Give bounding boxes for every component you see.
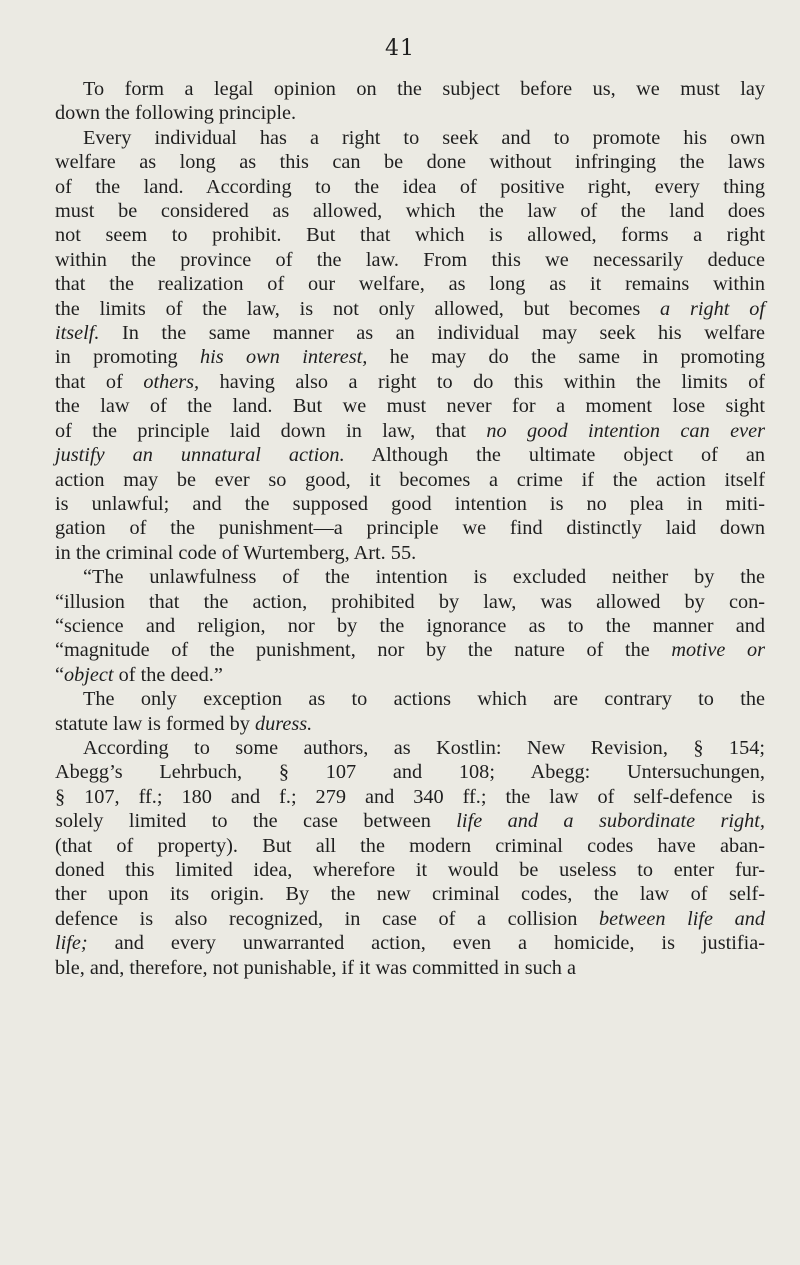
text-segment: solely limited to the case between	[55, 810, 457, 833]
text-line	[55, 468, 765, 492]
text-line	[55, 394, 765, 418]
italic-text: object	[64, 663, 114, 686]
text-segment: “science and religion, nor by the ignorance as to the manner and	[55, 614, 765, 637]
text-segment: The only exception as to actions which are contrary to the	[83, 688, 765, 711]
text-line	[55, 687, 765, 711]
italic-text: a right of	[660, 297, 765, 320]
text-segment: that the realization of our welfare, as long as it remains within	[55, 273, 765, 296]
text-line	[55, 77, 765, 101]
paragraph	[55, 77, 765, 126]
text-segment: of the deed.”	[113, 663, 223, 686]
text-line	[55, 370, 765, 394]
text-line	[55, 834, 765, 858]
text-segment: in the criminal code of Wurtemberg, Art. 55.	[55, 541, 417, 564]
italic-text: life and a subordinate right,	[456, 810, 766, 833]
text-line	[55, 712, 765, 736]
text-segment: defence is also recognized, in case of a collision	[55, 907, 600, 930]
text-segment: the limits of the law, is not only allowed, but becomes	[55, 297, 661, 320]
text-segment: ther upon its origin. By the new criminal codes, the law of self-	[55, 883, 765, 906]
text-line	[55, 663, 765, 687]
text-line	[55, 175, 765, 199]
italic-text: justify an unnatural action.	[55, 444, 345, 467]
text-line	[55, 345, 765, 369]
text-line	[55, 956, 765, 980]
text-line	[55, 150, 765, 174]
italic-text: life;	[55, 932, 88, 955]
text-segment: welfare as long as this can be done without infringing the laws	[55, 151, 765, 174]
text-segment: § 107, ff.; 180 and f.; 279 and 340 ff.; the law of self-defence is	[55, 785, 765, 808]
text-segment: Abegg’s Lehrbuch, § 107 and 108; Abegg: Untersuchungen,	[55, 761, 765, 784]
paragraph	[55, 736, 765, 980]
text-segment: “The unlawfulness of the intention is excluded neither by the	[83, 566, 765, 589]
text-segment: ble, and, therefore, not punishable, if it was committed in such a	[55, 956, 576, 979]
text-segment: and every unwarranted action, even a homicide, is justifia-	[87, 932, 765, 955]
text-segment: doned this limited idea, wherefore it would be useless to enter fur-	[55, 859, 765, 881]
text-segment: Although the ultimate object of an	[344, 444, 765, 467]
italic-text: others,	[143, 370, 200, 393]
text-line	[55, 760, 765, 784]
body-text	[55, 77, 765, 980]
text-segment: “	[55, 663, 65, 686]
text-segment: in promoting	[55, 346, 201, 369]
text-segment: “magnitude of the punishment, nor by the nature of the	[55, 639, 672, 662]
italic-text: itself.	[55, 322, 100, 345]
text-line	[55, 223, 765, 247]
text-line	[55, 101, 765, 125]
text-line	[55, 297, 765, 321]
text-segment: is unlawful; and the supposed good intention is no plea in miti-	[55, 492, 765, 515]
italic-text: motive or	[671, 639, 765, 662]
paragraph	[55, 565, 765, 687]
text-line	[55, 785, 765, 809]
text-segment: must be considered as allowed, which the law of the land does	[55, 200, 765, 223]
text-line	[55, 907, 765, 931]
text-segment: gation of the punishment—a principle we find distinctly laid down	[55, 517, 765, 540]
text-segment: that of	[55, 370, 144, 393]
paragraph	[55, 687, 765, 736]
text-line	[55, 419, 765, 443]
text-segment: action may be ever so good, it becomes a crime if the action itself	[55, 468, 765, 491]
text-segment: having also a right to do this within the limits of	[199, 370, 765, 393]
text-line	[55, 199, 765, 223]
text-line	[55, 272, 765, 296]
text-line	[55, 809, 765, 833]
text-segment: the law of the land. But we must never for a moment lose sight	[55, 395, 765, 418]
text-segment: down the following principle.	[55, 102, 297, 125]
text-segment: According to some authors, as Kostlin: New Revision, § 154;	[83, 736, 765, 759]
text-line	[55, 638, 765, 662]
text-line	[55, 516, 765, 540]
text-line	[55, 248, 765, 272]
text-segment: he may do the same in promoting	[367, 346, 765, 369]
text-segment: of the principle laid down in law, that	[55, 419, 487, 442]
text-segment: In the same manner as an individual may seek his welfare	[99, 322, 765, 345]
text-line	[55, 321, 765, 345]
italic-text: no good intention can ever	[486, 419, 765, 442]
text-line	[55, 565, 765, 589]
text-line	[55, 492, 765, 516]
text-line	[55, 736, 765, 760]
text-segment: within the province of the law. From this we necessarily deduce	[55, 248, 765, 271]
text-line	[55, 443, 765, 467]
text-line	[55, 541, 765, 565]
italic-text: his own interest,	[200, 346, 368, 369]
text-line	[55, 126, 765, 150]
text-segment: not seem to prohibit. But that which is allowed, forms a right	[55, 224, 765, 247]
text-segment: “illusion that the action, prohibited by law, was allowed by con-	[55, 590, 765, 613]
italic-text: between life and	[599, 907, 765, 930]
text-segment: statute law is formed by	[55, 712, 255, 735]
text-segment: of the land. According to the idea of positive right, every thing	[55, 175, 765, 198]
italic-text: duress.	[254, 712, 313, 735]
text-line	[55, 590, 765, 614]
text-line	[55, 882, 765, 906]
text-segment: Every individual has a right to seek and to promote his own	[83, 126, 765, 149]
text-segment: (that of property). But all the modern criminal codes have aban-	[55, 834, 765, 857]
paragraph	[55, 126, 765, 565]
text-line	[55, 858, 765, 882]
text-line	[55, 931, 765, 955]
text-line	[55, 614, 765, 638]
text-segment: To form a legal opinion on the subject before us, we must lay	[83, 78, 765, 100]
page-number: 41	[385, 36, 415, 61]
